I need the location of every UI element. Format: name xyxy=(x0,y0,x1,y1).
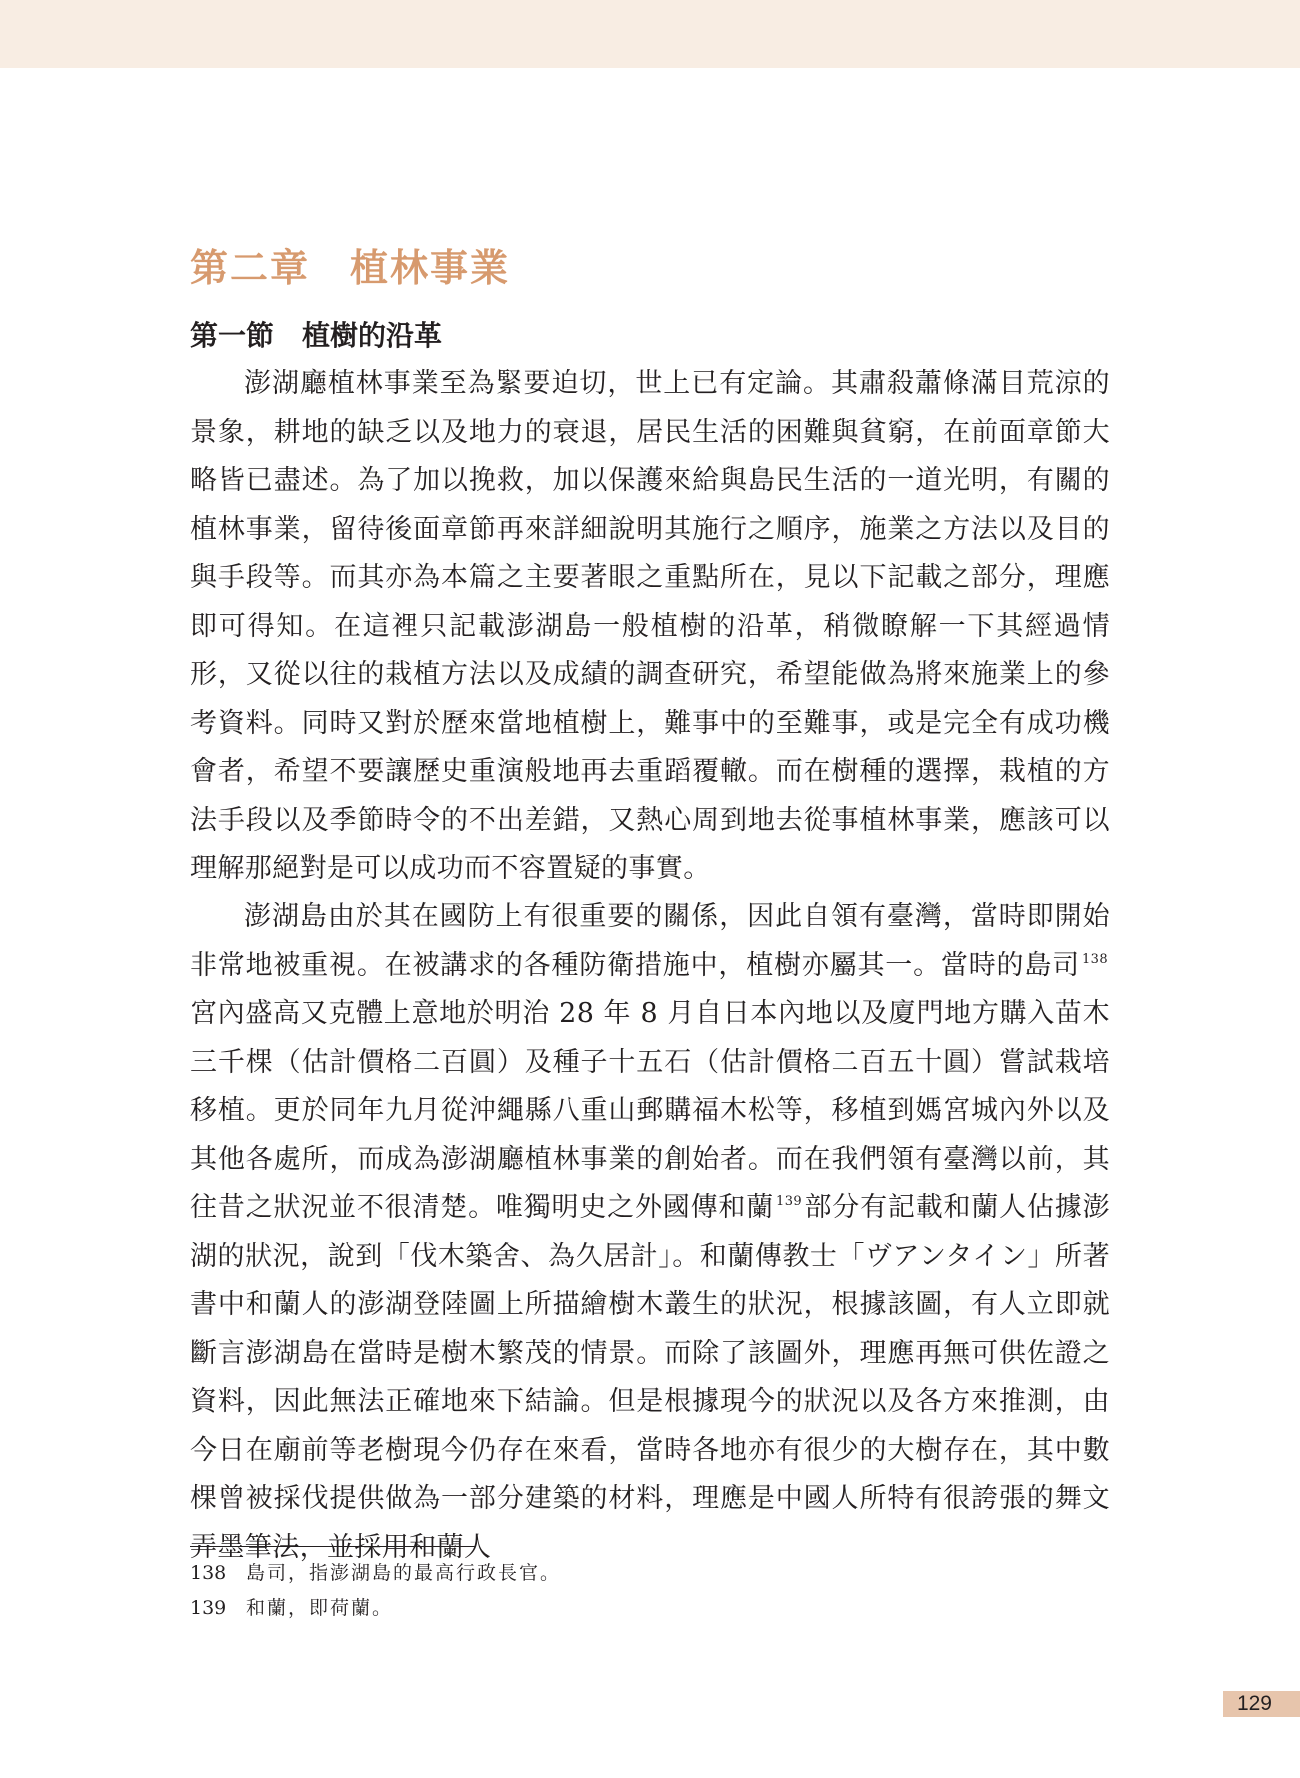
body-paragraph-1 xyxy=(190,360,1110,894)
paragraph-text xyxy=(190,893,1110,1572)
footnote-139 xyxy=(190,1594,393,1622)
footnote-138 xyxy=(190,1559,561,1587)
top-color-band xyxy=(0,0,1300,68)
footnote-ref-138[interactable]: 138 xyxy=(1081,951,1108,967)
section-title: 第一節 植樹的沿革 xyxy=(190,319,443,352)
page-number: 129 xyxy=(1236,1692,1272,1715)
footnote-divider xyxy=(190,1546,476,1547)
chapter-title: 第二章 植林事業 xyxy=(190,246,511,290)
paragraph-segment: 澎湖島由於其在國防上有很重要的關係，因此自領有臺灣，當時即開始非常地被重視。在被講求的各種防衛措施中，植樹亦屬其一。當時的島司 xyxy=(190,901,1110,981)
footnote-number: 138 xyxy=(190,1562,227,1584)
body-paragraph-2 xyxy=(190,893,1110,1572)
paragraph-segment: 部分有記載和蘭人佔據澎湖的狀況，說到「伐木築舍、為久居計」。和蘭傳教士「ヴアンタイン」所著書中和蘭人的澎湖登陸圖上所描繪樹木叢生的狀況，根據該圖，有人立即就斷言澎湖島在當時是樹木繁茂的情景。而除了該圖外，理應再無可供佐證之資料，因此無法正確地來下結論。但是根據現今的狀況以及各方來推測，由今日在廟前等老樹現今仍存在來看，當時各地亦有很少的大樹存在，其中數棵曾被採伐提供做為一部分建築的材料，理應是中國人所特有很誇張的舞文弄墨筆法，並採用和蘭人 xyxy=(190,1192,1110,1563)
footnote-text: 和蘭，即荷蘭。 xyxy=(246,1597,394,1619)
paragraph-text: 澎湖廳植林事業至為緊要迫切，世上已有定論。其肅殺蕭條滿目荒涼的景象，耕地的缺乏以及地力的衰退，居民生活的困難與貧窮，在前面章節大略皆已盡述。為了加以挽救，加以保護來給與島民生活的一道光明，有關的植林事業，留待後面章節再來詳細說明其施行之順序，施業之方法以及目的與手段等。而其亦為本篇之主要著眼之重點所在，見以下記載之部分，理應即可得知。在這裡只記載澎湖島一般植樹的沿革，稍微瞭解一下其經過情形，又從以往的栽植方法以及成績的調查研究，希望能做為將來施業上的參考資料。同時又對於歷來當地植樹上，難事中的至難事，或是完全有成功機會者，希望不要讓歷史重演般地再去重蹈覆轍。而在樹種的選擇，栽植的方法手段以及季節時令的不出差錯，又熱心周到地去從事植林事業，應該可以理解那絕對是可以成功而不容置疑的事實。 xyxy=(190,368,1110,884)
footnote-number: 139 xyxy=(190,1597,227,1619)
paragraph-segment: 宮內盛高又克體上意地於明治 28 年 8 月自日本內地以及廈門地方購入苗木三千棵（估計價格二百圓）及種子十五石（估計價格二百五十圓）嘗試栽培移植。更於同年九月從沖繩縣八重山郵購福木松等，移植到媽宮城內外以及其他各處所，而成為澎湖廳植林事業的創始者。而在我們領有臺灣以前，其往昔之狀況並不很清楚。唯獨明史之外國傳和蘭 xyxy=(190,998,1110,1223)
footnote-text: 島司，指澎湖島的最高行政長官。 xyxy=(246,1562,562,1584)
footnote-ref-139[interactable]: 139 xyxy=(776,1194,803,1209)
